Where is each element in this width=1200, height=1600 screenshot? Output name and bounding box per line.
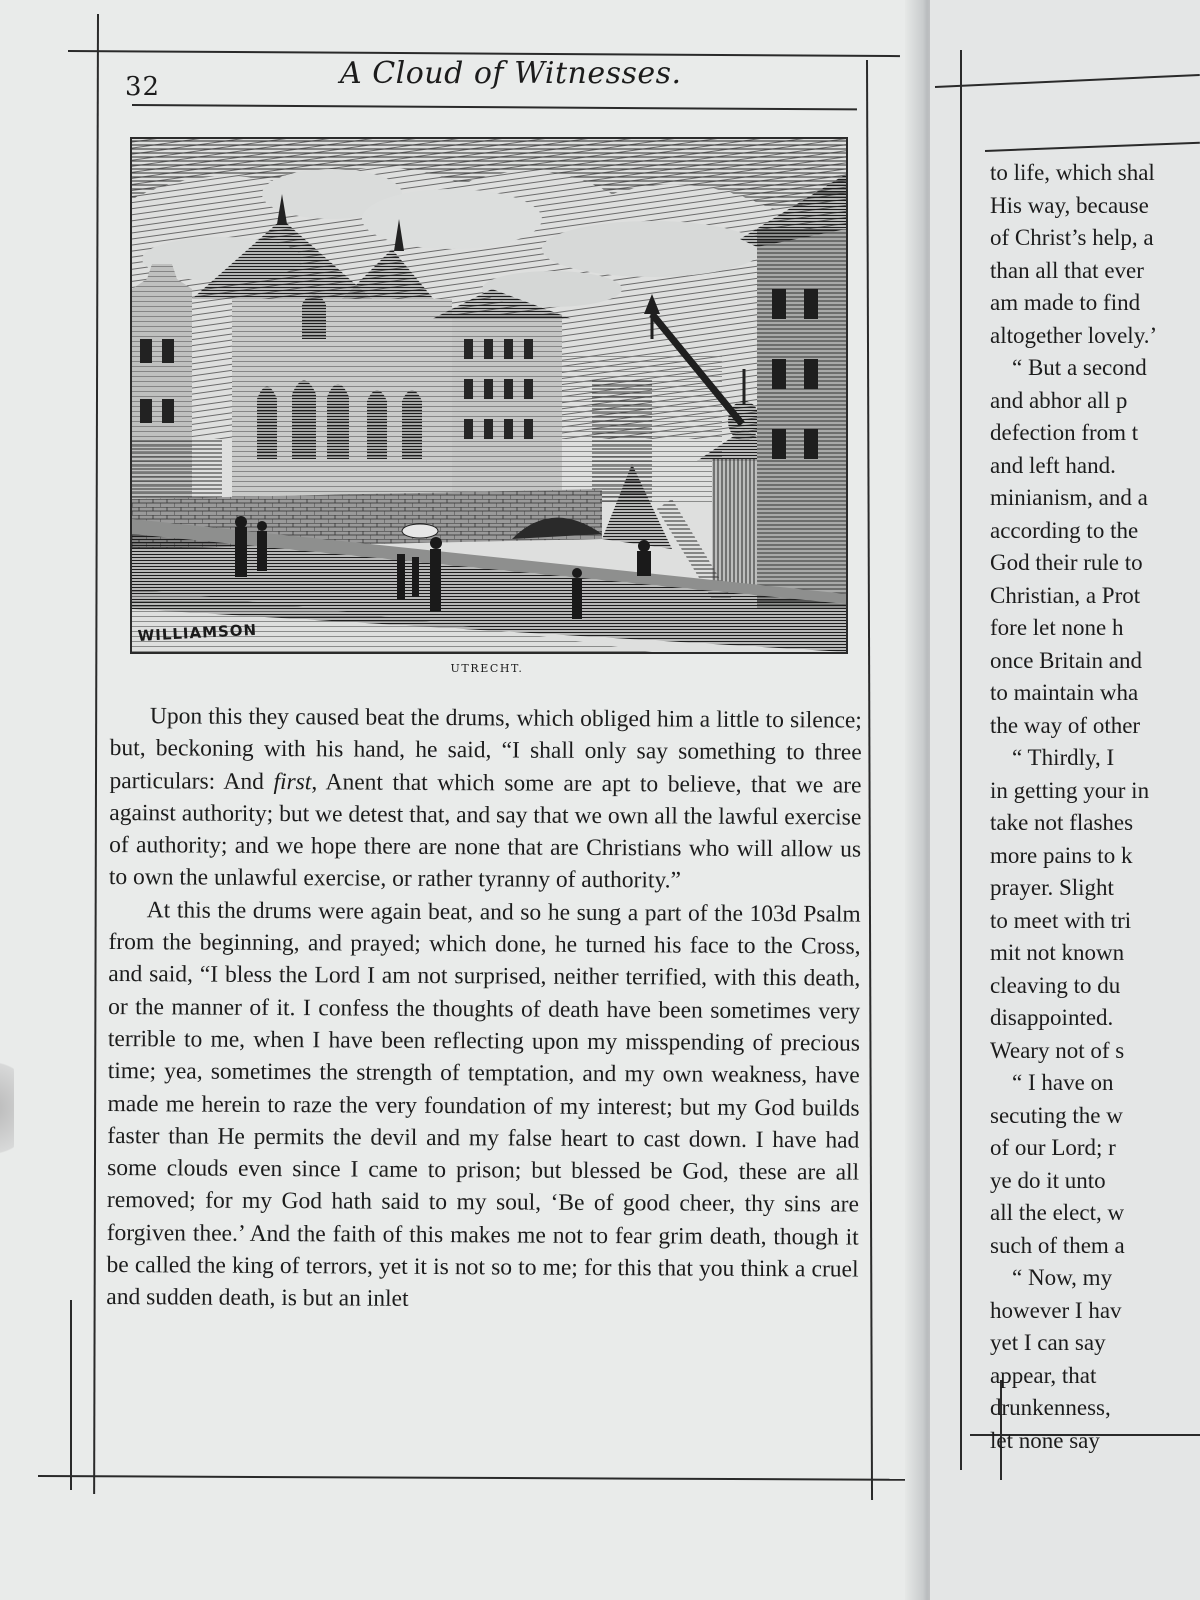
- paragraph-1-italic: first: [273, 768, 312, 795]
- right-page-line: Christian, a Prot: [990, 582, 1141, 608]
- right-page-line: let none say: [990, 1427, 1100, 1453]
- frame-rule-bottom: [38, 1475, 910, 1481]
- right-page-line: Weary not of s: [990, 1037, 1125, 1063]
- right-page-line: to maintain wha: [990, 680, 1139, 705]
- right-page-line: drunkenness,: [990, 1395, 1111, 1420]
- right-page-line: of our Lord; r: [990, 1135, 1116, 1160]
- right-page-line: than all that ever: [990, 257, 1144, 283]
- right-page-line: prayer. Slight: [990, 875, 1114, 900]
- page-number: 32: [125, 72, 161, 102]
- right-frame-rule-left: [960, 50, 962, 1470]
- paragraph-1-part-3: , Anent that which some are apt to believe, that we are against authority; but we detest that, and say that we own all the lawful exercise of authority; and we hope there are none that are Christians who will allow us to own the unlawful exercise, or rather tyranny of authority.”: [108, 768, 862, 894]
- utrecht-engraving: [130, 137, 848, 654]
- right-page-line: and left hand.: [990, 452, 1116, 478]
- right-page-text: [990, 157, 1200, 1457]
- right-page-line: “ Thirdly, I: [1012, 745, 1115, 770]
- frame-rule-right: [866, 60, 873, 1500]
- right-page-line: secuting the w: [990, 1102, 1123, 1128]
- right-page-line: however I hav: [990, 1297, 1122, 1323]
- right-page-line: take not flashes: [990, 810, 1134, 835]
- right-page-line: ye do it unto: [990, 1167, 1106, 1193]
- right-page-line: minianism, and a: [990, 485, 1148, 510]
- right-page-line: in getting your in: [990, 777, 1150, 803]
- right-page-line: “ I have on: [1012, 1070, 1114, 1095]
- right-page-line: am made to find: [990, 290, 1141, 315]
- right-page-line: disappointed.: [990, 1005, 1114, 1030]
- right-page-line: of Christ’s help, a: [990, 225, 1154, 250]
- right-page-line: altogether lovely.’: [990, 322, 1158, 348]
- illustration-caption: UTRECHT.: [450, 662, 524, 675]
- right-page-line: defection from t: [990, 420, 1139, 445]
- right-page-line: to life, which shal: [990, 160, 1155, 185]
- right-page-line: “ But a second: [1012, 355, 1147, 380]
- right-page-line: all the elect, w: [990, 1200, 1125, 1225]
- paragraph-1: [109, 700, 862, 898]
- right-page-line: and abhor all p: [990, 387, 1128, 413]
- right-page-line: fore let none h: [990, 615, 1124, 640]
- frame-rule-left-inner: [70, 1300, 72, 1490]
- right-page-line: the way of other: [990, 712, 1141, 738]
- paragraph-1-part-1: Upon this they caused beat the drums, which obliged him a little to silence; but, beckoning with his hand, he said, “I shall only say something to three particulars: And: [109, 703, 862, 795]
- header-rule: [132, 104, 857, 110]
- body-text: [106, 700, 862, 1318]
- right-page-line: to meet with tri: [990, 907, 1132, 933]
- right-page-line: appear, that: [990, 1362, 1097, 1388]
- engraver-signature: WILLIAMSON: [137, 620, 258, 645]
- running-head: A Cloud of Witnesses.: [340, 56, 682, 91]
- right-page-line: such of them a: [990, 1232, 1125, 1258]
- frame-rule-left: [93, 14, 99, 1494]
- right-page-line: His way, because: [990, 192, 1149, 218]
- right-page-line: once Britain and: [990, 647, 1143, 673]
- right-page-line: more pains to k: [990, 842, 1133, 868]
- paragraph-2: At this the drums were again beat, and so he sung a part of the 103d Psalm from the beginning, and prayed; which done, he turned his face to the Cross, and said, “I bless the Lord I am not surprised, neither terrified, with this death, or the manner of it. I confess the thoughts of death have been sometimes very terrible to me, when I have been reflecting upon my misspending of precious time; yea, sometimes the strength of temptation, and my own weakness, have made me herein to raze the very foundation of my interest; but my God builds faster than He permits the devil and my false heart to cast down. I have had some clouds even since I came to prison; but blessed be God, these are all removed; for my God hath said to my soul, ‘Be of good cheer, thy sins are forgiven thee.’ And the faith of this makes me not to fear grim death, though it be called the king of terrors, yet it is not so to me; for this that you think a cruel and sudden death, is but an inlet: [106, 897, 861, 1313]
- right-page-line: yet I can say: [990, 1330, 1106, 1355]
- right-page-line: cleaving to du: [990, 972, 1121, 998]
- right-page-line: God their rule to: [990, 550, 1143, 575]
- right-page-line: according to the: [990, 517, 1139, 543]
- thumb-shadow: [0, 1048, 14, 1168]
- right-page-line: “ Now, my: [1012, 1265, 1113, 1290]
- right-page-line: mit not known: [990, 940, 1125, 965]
